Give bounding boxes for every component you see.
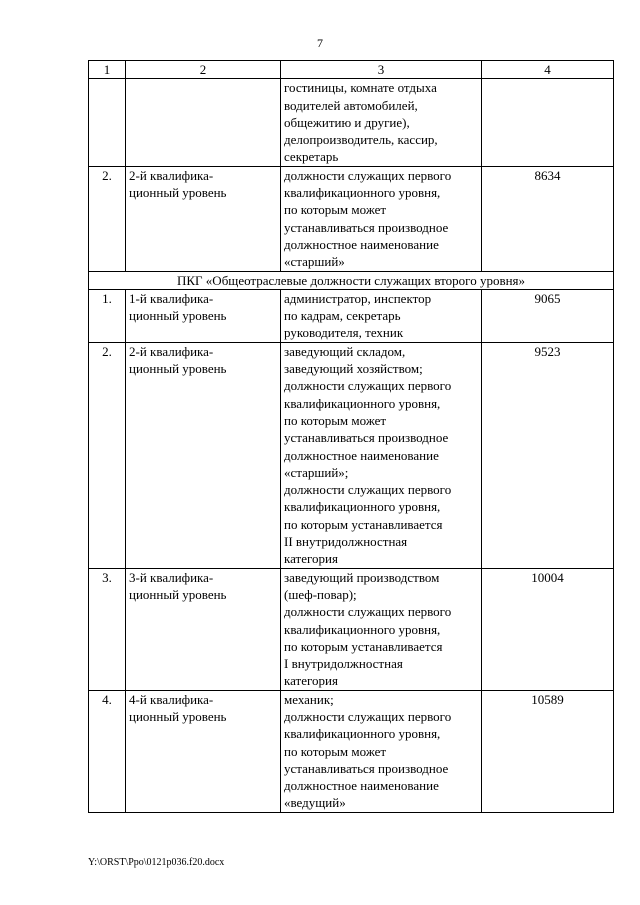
file-path-footer: Y:\ORST\Ppo\0121p036.f20.docx: [88, 857, 225, 868]
table-row: [89, 289, 614, 342]
column-header: 3: [281, 61, 482, 79]
qualification-level: 2-й квалифика- ционный уровень: [126, 166, 281, 271]
row-number: 4.: [89, 690, 126, 812]
row-number: 3.: [89, 568, 126, 690]
qualification-level: 3-й квалифика- ционный уровень: [126, 568, 281, 690]
table-row: [89, 342, 614, 568]
salary-value: 8634: [482, 166, 614, 271]
salary-value: 9065: [482, 289, 614, 342]
row-number: 2.: [89, 342, 126, 568]
column-header: 1: [89, 61, 126, 79]
row-number: [89, 79, 126, 166]
page-number: 7: [317, 36, 323, 50]
table-row: [89, 166, 614, 271]
positions-list: должности служащих первого квалификационного уровня, по которым может устанавливаться производное должностное наименование «старший»: [281, 166, 482, 271]
row-number: 1.: [89, 289, 126, 342]
qualification-level: 2-й квалифика- ционный уровень: [126, 342, 281, 568]
table-row: [89, 79, 614, 166]
salary-value: 10589: [482, 690, 614, 812]
positions-list: механик; должности служащих первого квалификационного уровня, по которым может устанавливаться производное должностное наименование «ведущий»: [281, 690, 482, 812]
salary-value: 9523: [482, 342, 614, 568]
column-header: 4: [482, 61, 614, 79]
salary-value: 10004: [482, 568, 614, 690]
qualification-level: [126, 79, 281, 166]
qualification-level: 1-й квалифика- ционный уровень: [126, 289, 281, 342]
table-row: [89, 690, 614, 812]
section-title: ПКГ «Общеотраслевые должности служащих второго уровня»: [89, 271, 614, 289]
positions-list: заведующий складом, заведующий хозяйством; должности служащих первого квалификационного уровня, по которым может устанавливаться производное должностное наименование «старший»; должности служащих первого квалификационного уровня, по которым устанавливается II внутридолжностная категория: [281, 342, 482, 568]
qualification-level: 4-й квалифика- ционный уровень: [126, 690, 281, 812]
salary-table: [88, 60, 614, 813]
column-header: 2: [126, 61, 281, 79]
table-row: [89, 568, 614, 690]
positions-list: заведующий производством (шеф-повар); должности служащих первого квалификационного уровня, по которым устанавливается I внутридолжностная категория: [281, 568, 482, 690]
section-header-row: [89, 271, 614, 289]
positions-list: администратор, инспектор по кадрам, секретарь руководителя, техник: [281, 289, 482, 342]
table-header-row: [89, 61, 614, 79]
positions-list: гостиницы, комнате отдыха водителей автомобилей, общежитию и другие), делопроизводитель, кассир, секретарь: [281, 79, 482, 166]
row-number: 2.: [89, 166, 126, 271]
salary-value: [482, 79, 614, 166]
